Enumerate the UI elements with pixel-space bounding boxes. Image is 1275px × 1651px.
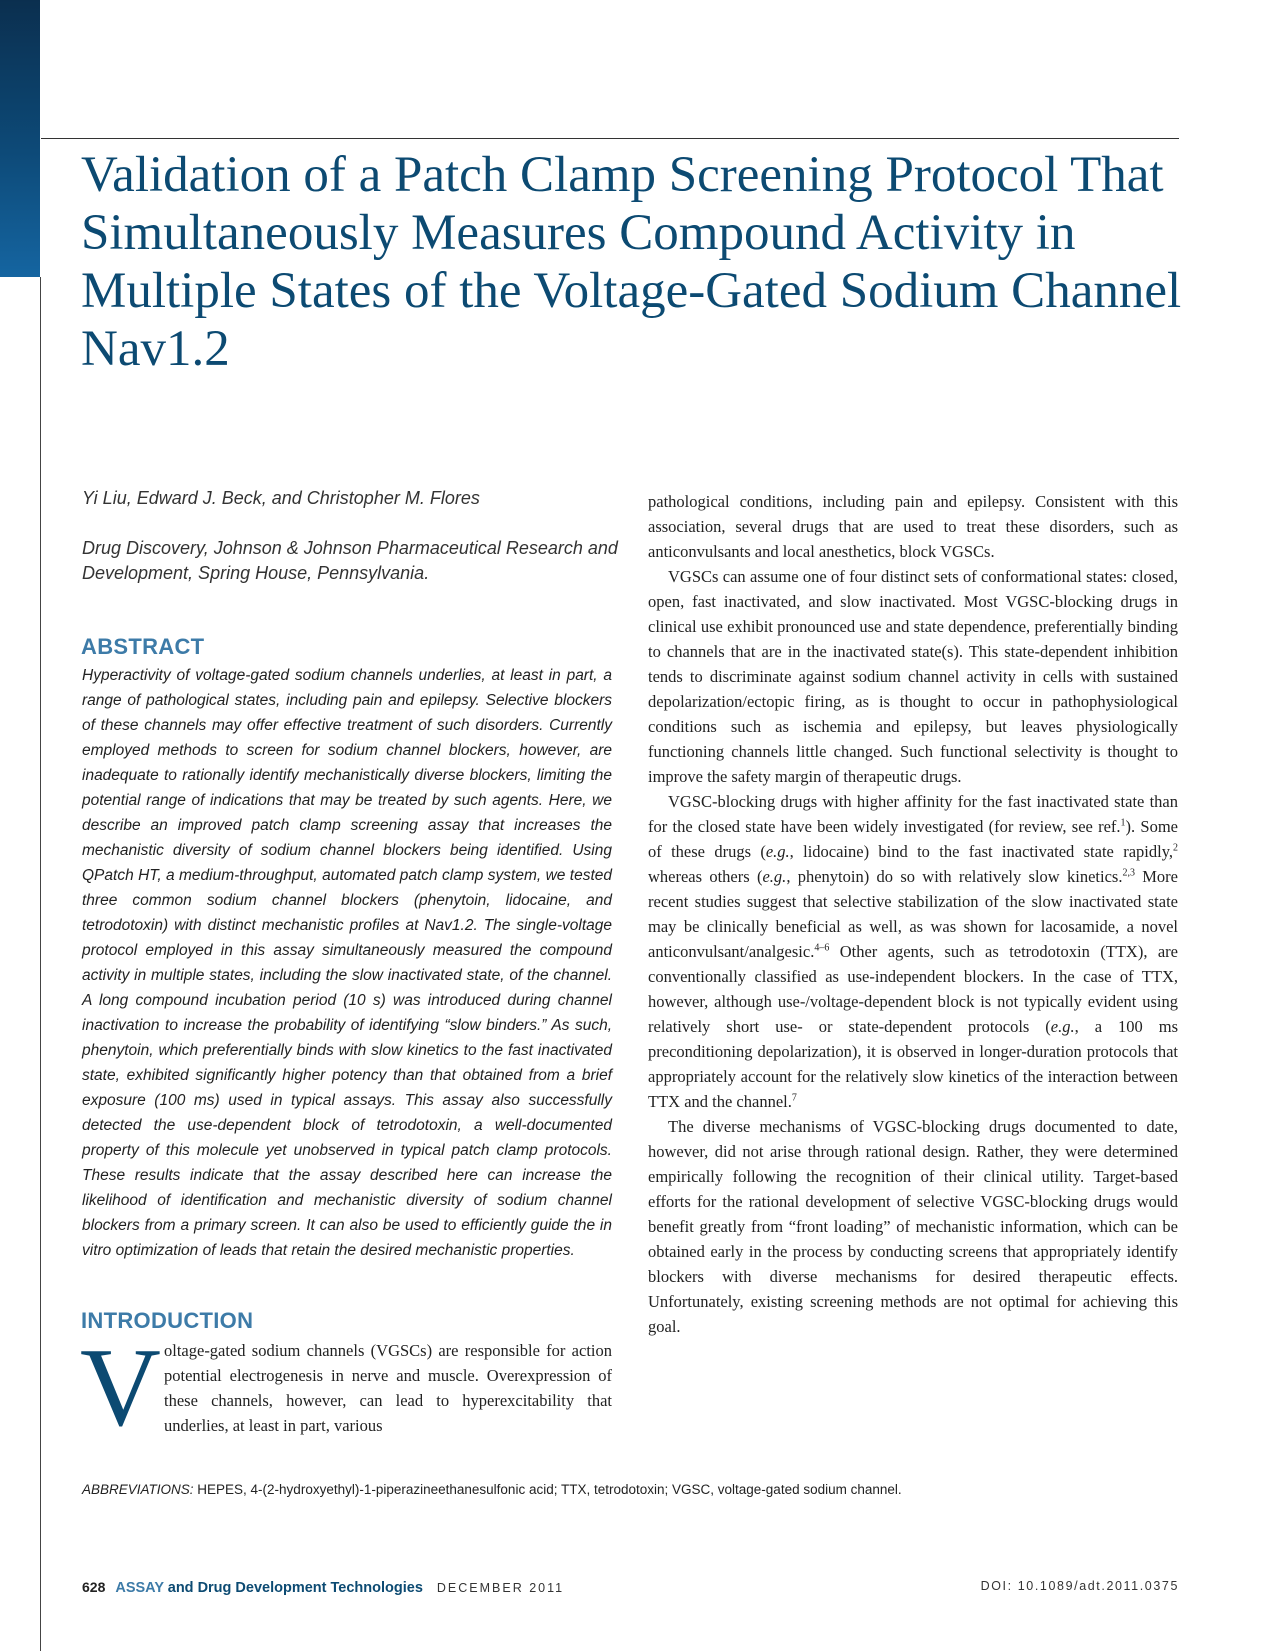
body-paragraph-continued: pathological conditions, including pain and epilepsy. Consistent with this association, several drugs that are used to treat these disorders, such as anticonvulsants and local anesthetics, block VGSCs.	[648, 492, 1178, 561]
abbreviations-text: HEPES, 4-(2-hydroxyethyl)-1-piperazineethanesulfonic acid; TTX, tetrodotoxin; VGSC, voltage-gated sodium channel.	[193, 1482, 902, 1497]
citation-ref: 7	[791, 1092, 797, 1104]
right-text-column	[648, 489, 1178, 1339]
journal-name-rest: and Drug Development Technologies	[163, 1580, 423, 1596]
introduction-first-paragraph: oltage-gated sodium channels (VGSCs) are responsible for action potential electrogenesis in nerve and muscle. Overexpression of these channels, however, can lead to hyperexcitability that underlies, at least in part, various	[164, 1341, 612, 1435]
abbreviations-footnote	[82, 1480, 1182, 1500]
author-affiliation: Drug Discovery, Johnson & Johnson Pharmaceutical Research and Development, Spring House, Pennsylvania.	[82, 538, 618, 583]
corner-accent-bar	[0, 0, 40, 277]
citation-ref: 2	[1173, 842, 1178, 854]
article-title: Validation of a Patch Clamp Screening Protocol That Simultaneously Measures Compound Activity in Multiple States of the Voltage-Gated Sodium Channel Nav1.2	[81, 147, 1182, 377]
body-paragraph-drugs: VGSC-blocking drugs with higher affinity for the fast inactivated state than for the closed state have been widely investigated (for review, see ref.$^1$). Some of these drugs (e.g., lidocaine) bind to the fast inactivated state rapidly,$^2$ whereas others (e.g., phenytoin) do so with relatively slow kinetics.$^{2,3}$ More recent studies suggest that selective stabilization of the slow inactivated state may be clinically beneficial as well, as was shown for lacosamide, a novel anticonvulsant/analgesic.$^{4-6}$ Other agents, such as tetrodotoxin (TTX), are conventionally classified as use-independent blockers. In the case of TTX, however, although use-/voltage-dependent block is not typically evident using relatively short use- or state-dependent protocols (e.g., a 100 ms preconditioning depolarization), it is observed in longer-duration protocols that appropriately account for the relatively slow kinetics of the interaction between TTX and the channel.$^7$	[648, 792, 1178, 1111]
issue-date: DECEMBER 2011	[436, 1581, 565, 1595]
abbreviations-label: ABBREVIATIONS:	[82, 1482, 194, 1497]
citation-ref: 1	[1120, 817, 1126, 829]
drop-cap-letter: V	[80, 1326, 161, 1450]
author-list: Yi Liu, Edward J. Beck, and Christopher M. Flores	[82, 488, 480, 508]
abstract-heading: ABSTRACT	[81, 634, 205, 659]
citation-ref: 2,3	[1122, 867, 1135, 879]
body-paragraph-states: VGSCs can assume one of four distinct sets of conformational states: closed, open, fast inactivated, and slow inactivated. Most VGSC-blocking drugs in clinical use exhibit pronounced use and state dependence, preferentially binding to channels that are in the inactivated state(s). This state-dependent inhibition tends to discriminate against sodium channel activity in cells with sustained depolarization/ectopic firing, as is thought to occur in pathophysiological conditions such as ischemia and epilepsy, but leaves physiologically functioning channels little changed. Such functional selectivity is thought to improve the safety margin of therapeutic drugs.	[648, 567, 1178, 786]
page-footer-left	[82, 1579, 782, 1601]
doi-label: DOI: 10.1089/adt.2011.0375	[980, 1579, 1179, 1593]
left-margin-rule	[40, 277, 41, 1651]
page-number: 628	[82, 1579, 106, 1595]
journal-name-assay: ASSAY	[115, 1580, 164, 1596]
body-paragraph-mechanisms: The diverse mechanisms of VGSC-blocking drugs documented to date, however, did not arise through rational design. Rather, they were determined empirically following the recognition of their clinical utility. Target-based efforts for the rational development of selective VGSC-blocking drugs would benefit greatly from “front loading” of mechanistic information, which can be obtained early in the process by conducting screens that appropriately identify blockers with diverse mechanisms for desired therapeutic effects. Unfortunately, existing screening methods are not optimal for achieving this goal.	[648, 1117, 1178, 1336]
abstract-text: Hyperactivity of voltage-gated sodium channels underlies, at least in part, a range of pathological states, including pain and epilepsy. Selective blockers of these channels may offer effective treatment of such disorders. Currently employed methods to screen for sodium channel blockers, however, are inadequate to rationally identify mechanistically diverse blockers, limiting the potential range of indications that may be treated by such agents. Here, we describe an improved patch clamp screening assay that increases the mechanistic diversity of sodium channel blockers being identified. Using QPatch HT, a medium-throughput, automated patch clamp system, we tested three common sodium channel blockers (phenytoin, lidocaine, and tetrodotoxin) with distinct mechanistic profiles at Nav1.2. The single-voltage protocol employed in this assay simultaneously measured the compound activity in multiple states, including the slow inactivated state, of the channel. A long compound incubation period (10 s) was introduced during channel inactivation to increase the probability of identifying “slow binders.” As such, phenytoin, which preferentially binds with slow kinetics to the fast inactivated state, exhibited significantly higher potency than that obtained from a brief exposure (100 ms) used in typical assays. This assay also successfully detected the use-dependent block of tetrodotoxin, a well-documented property of this molecule yet unobserved in typical patch clamp protocols. These results indicate that the assay described here can increase the likelihood of identification and mechanistic diversity of sodium channel blockers from a primary screen. It can also be used to efficiently guide the in vitro optimization of leads that retain the desired mechanistic properties.	[82, 667, 612, 1259]
header-rule	[41, 138, 1179, 139]
introduction-heading: INTRODUCTION	[81, 1308, 254, 1333]
citation-ref: 4–6	[814, 942, 830, 954]
